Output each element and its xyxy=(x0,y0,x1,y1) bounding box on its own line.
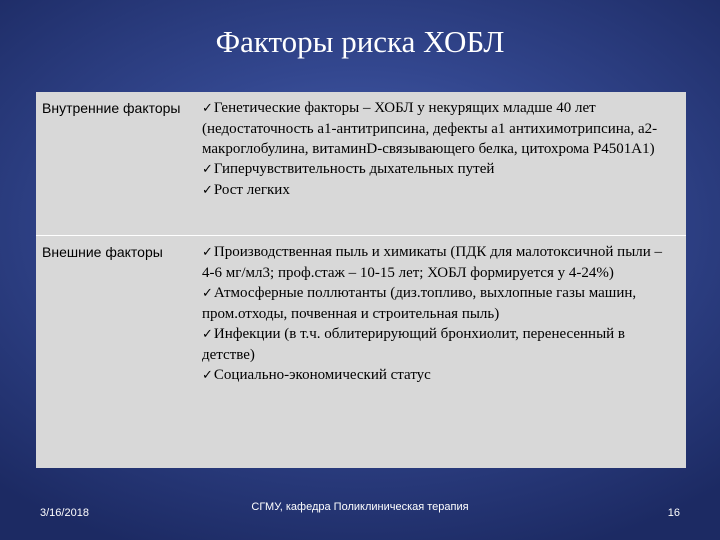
footer-department: СГМУ, кафедра Поликлиническая терапия xyxy=(251,501,469,513)
table-row-external xyxy=(36,236,686,469)
checkmark-icon: ✓ xyxy=(202,162,213,177)
page-number: 16 xyxy=(667,507,680,519)
list-item xyxy=(202,324,678,365)
list-item-text: Рост легких xyxy=(213,182,290,198)
list-item xyxy=(202,242,678,283)
table-row-internal xyxy=(36,92,686,236)
list-item-text: Атмосферные поллютанты (диз.топливо, выхлопные газы машин, пром.отходы, почвенная и строительная пыль) xyxy=(202,285,637,322)
checkmark-icon: ✓ xyxy=(202,245,213,260)
list-item-text: Социально-экономический статус xyxy=(213,367,431,383)
list-item xyxy=(202,180,678,201)
risk-factors-table xyxy=(36,92,686,468)
checkmark-icon: ✓ xyxy=(202,183,213,198)
row-label-internal: Внутренние факторы xyxy=(36,92,194,236)
checkmark-icon: ✓ xyxy=(202,101,213,116)
slide-title: Факторы риска ХОБЛ xyxy=(215,24,505,59)
list-item xyxy=(202,98,678,159)
list-item-text: Гиперчувствительность дыхательных путей xyxy=(213,161,495,177)
list-item-text: Инфекции (в т.ч. облитерирующий бронхиолит, перенесенный в детстве) xyxy=(202,326,626,363)
checkmark-icon: ✓ xyxy=(202,327,213,342)
checkmark-icon: ✓ xyxy=(202,368,213,383)
row-content-internal xyxy=(194,92,686,236)
list-item xyxy=(202,159,678,180)
list-item-text: Генетические факторы – ХОБЛ у некурящих младше 40 лет (недостаточность а1-антитрипсина, дефекты а1 антихимотрипсина, а2-макроглобулина, витаминD-связывающего белка, цитохрома Р4501А1) xyxy=(202,100,658,157)
row-label-external: Внешние факторы xyxy=(42,244,163,260)
footer-date: 3/16/2018 xyxy=(40,507,89,519)
list-item xyxy=(202,365,678,386)
list-item xyxy=(202,283,678,324)
checkmark-icon: ✓ xyxy=(202,286,213,301)
list-item-text: Производственная пыль и химикаты (ПДК для малотоксичной пыли – 4-6 мг/мл3; проф.стаж – 10-15 лет; ХОБЛ формируется у 4-24%) xyxy=(202,244,663,281)
row-content-external xyxy=(194,236,686,469)
